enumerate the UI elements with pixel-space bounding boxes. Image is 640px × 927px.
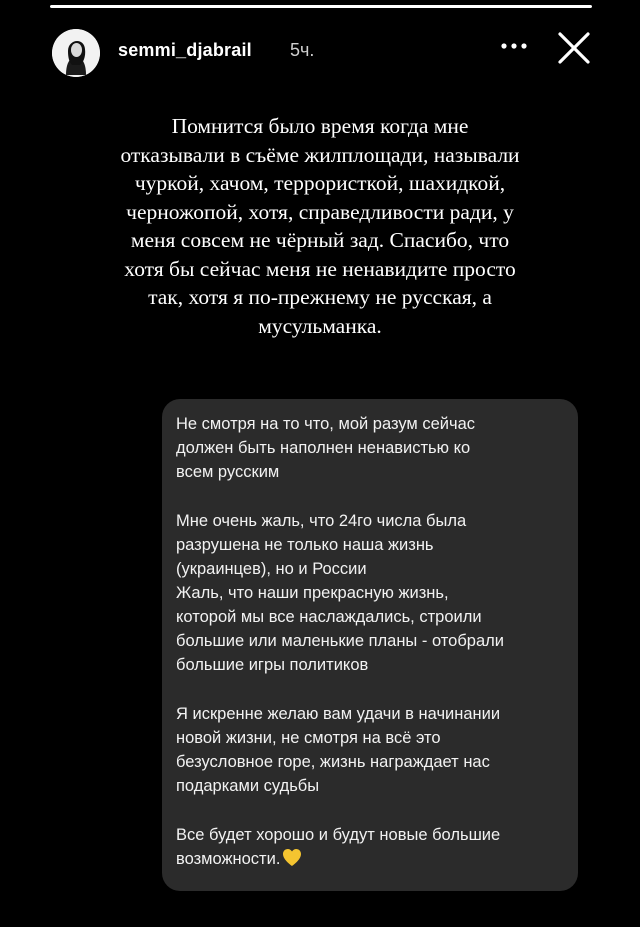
message-paragraph: Не смотря на то что, мой разум сейчас должен быть наполнен ненавистью ко всем русским <box>176 415 475 481</box>
story-caption: Помнится было время когда мне отказывали в съёме жилплощади, называли чуркой, хачом, террористкой, шахидкой, черножопой, хотя, справедливости ради, у меня совсем не чёрный зад. Спасибо, что хотя бы сейчас меня не ненавидите просто так, хотя я по-прежнему не русская, а мусульманка. <box>120 114 520 338</box>
message-body <box>176 412 572 874</box>
close-icon <box>554 28 594 68</box>
story-header <box>0 18 640 78</box>
username[interactable]: semmi_djabrail <box>118 40 252 60</box>
post-time: 5ч. <box>290 40 315 60</box>
avatar[interactable] <box>52 29 100 77</box>
yellow-heart-icon <box>282 848 302 874</box>
message-paragraph: Я искренне желаю вам удачи в начинании новой жизни, не смотря на всё это безусловное горе, жизнь награждает нас подарками судьбы <box>176 705 501 795</box>
story-progress-fill <box>50 5 592 8</box>
message-paragraph-text: Все будет хорошо и будут новые большие возможности. <box>176 826 501 868</box>
message-screenshot-card <box>162 399 578 891</box>
message-paragraph-last <box>176 823 572 874</box>
close-button[interactable] <box>554 28 594 68</box>
more-options-button[interactable] <box>496 32 532 60</box>
story-progress-bar <box>50 5 592 8</box>
more-horizontal-icon <box>500 42 528 50</box>
message-paragraph: Мне очень жаль, что 24го числа была разрушена не только наша жизнь (украинцев), но и России Жаль, что наши прекрасную жизнь, которой мы все наслаждались, строили большие или маленькие планы - отобрали большие игры политиков <box>176 512 504 674</box>
